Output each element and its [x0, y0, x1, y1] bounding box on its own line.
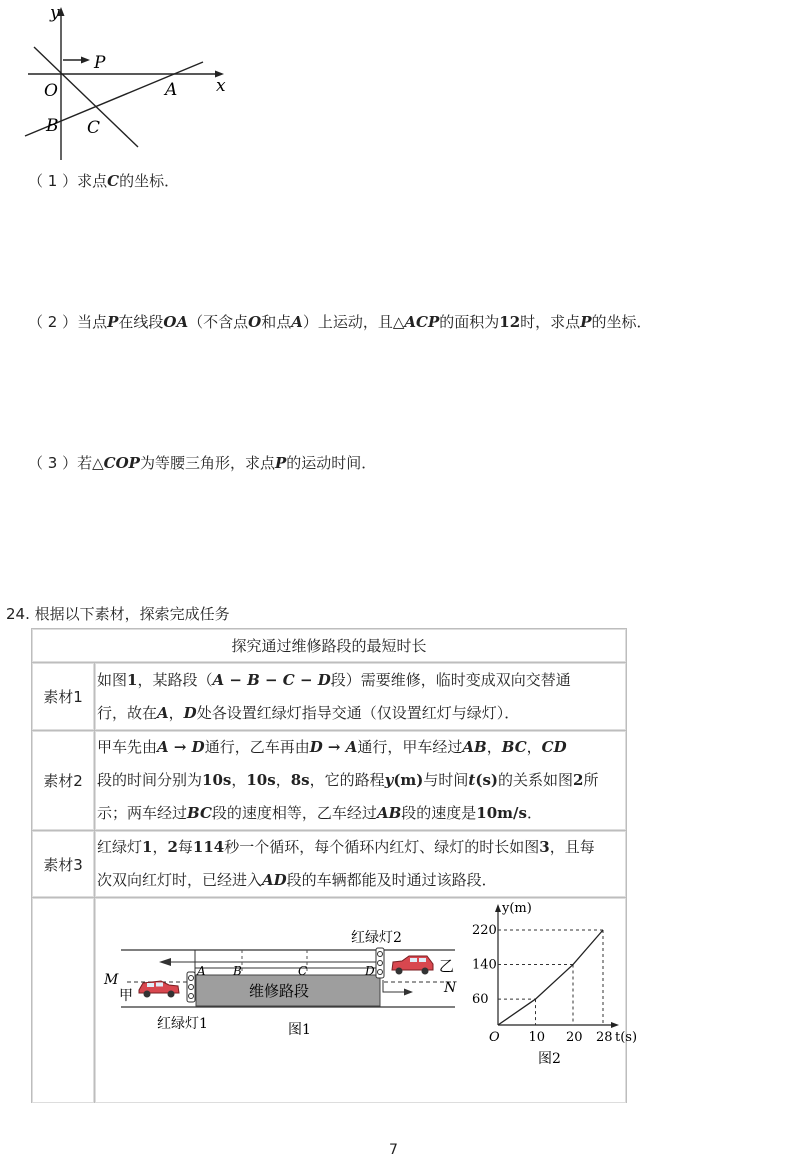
chart-ylabel: y(m) — [502, 901, 532, 916]
chart-ytick-0: 60 — [472, 992, 489, 1008]
chart-xtick-3: 28 — [596, 1030, 613, 1045]
problem-24-heading: 24. 根据以下素材，探索完成任务 — [6, 605, 230, 623]
label-b: B — [46, 116, 59, 136]
label-o: O — [44, 81, 58, 101]
question-2: （ 2 ）当点P在线段OA（不含点O和点A）上运动，且△ACP的面积为12时，求点P的坐标． — [28, 313, 652, 331]
material-2-content: 甲车先由A → D通行，乙车再由D → A通行，甲车经过AB，BC，CD 段的时间分别为10s，10s，8s，它的路程y(m)与时间t(s)的关系如图2所 示；两车经过BC段的速度相等，乙车经过AB段的速度是10m/s． — [95, 731, 627, 831]
label-m: M — [104, 972, 119, 988]
chart-xlabel: t(s) — [615, 1030, 638, 1045]
material-3-content: 红绿灯1，2每114秒一个循环，每个循环内红灯、绿灯的时长如图3，且每 次双向红灯时，已经进入AD段的车辆都能及时通过该路段． — [95, 831, 627, 898]
chart-ytick-2: 220 — [472, 923, 497, 938]
label-jia: 甲 — [119, 988, 133, 1004]
label-p: P — [94, 53, 106, 73]
question-1: （ 1 ）求点C的坐标． — [28, 172, 180, 190]
chart-xtick-0: O — [489, 1030, 500, 1045]
left-arrow — [159, 958, 171, 966]
question-3: （ 3 ）若△COP为等腰三角形，求点P的运动时间． — [28, 454, 377, 472]
distance-time-chart — [465, 900, 638, 1075]
repair-label: 维修路段 — [249, 982, 310, 1000]
label-a: A — [165, 80, 178, 100]
light1-label: 红绿灯1 — [157, 1016, 208, 1032]
table-title: 探究通过维修路段的最短时长 — [32, 629, 627, 663]
chart-xtick-1: 10 — [528, 1030, 546, 1045]
car-jia — [139, 981, 179, 998]
material-3-label: 素材3 — [32, 831, 95, 898]
figure-row-label — [32, 898, 95, 1103]
chart-x-axis-arrow — [611, 1022, 619, 1028]
label-x: x — [216, 76, 226, 96]
page-number: 7 — [389, 1142, 398, 1158]
chart-title: 图2 — [538, 1051, 561, 1067]
chart-y-axis-arrow — [495, 904, 501, 912]
fig1-label: 图1 — [288, 1022, 311, 1038]
material-1-content: 如图1，某路段（A − B − C − D段）需要维修，临时变成双向交替通 行，故在A，D处各设置红绿灯指导交通（仅设置红灯与绿灯）． — [95, 663, 627, 731]
label-a: A — [197, 964, 206, 978]
material-1-label: 素材1 — [32, 663, 95, 731]
label-y: y — [50, 3, 60, 23]
chart-ytick-1: 140 — [472, 957, 497, 973]
label-n: N — [444, 980, 457, 996]
light2-label: 红绿灯2 — [351, 930, 402, 946]
coordinate-figure — [20, 0, 240, 165]
chart-xtick-2: 20 — [566, 1030, 583, 1045]
label-b: B — [233, 964, 242, 978]
label-yi: 乙 — [439, 957, 455, 975]
label-c: C — [298, 964, 308, 978]
figure-row — [95, 898, 638, 1103]
materials-table — [31, 628, 638, 1103]
chart-series-line — [498, 930, 603, 1025]
material-2-label: 素材2 — [32, 731, 95, 831]
car-yi — [392, 956, 433, 975]
road-figure — [99, 904, 463, 1054]
label-d: D — [365, 964, 375, 978]
label-c: C — [87, 118, 101, 138]
p-arrow-head — [81, 57, 90, 64]
